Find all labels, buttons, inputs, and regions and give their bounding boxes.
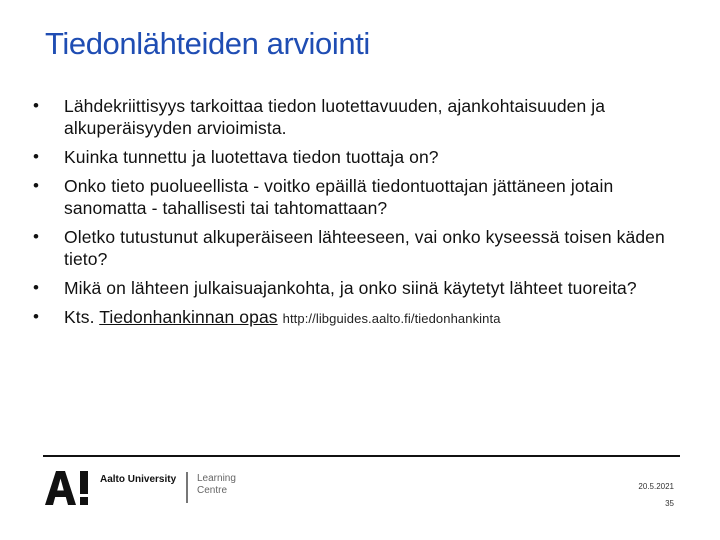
bullet-text: Oletko tutustunut alkuperäiseen lähteeseen, vai onko kyseessä toisen käden tieto? [64,227,665,269]
logo-unit-line: Centre [197,485,228,496]
bullet-item-guide [30,306,700,330]
bullet-item [30,226,700,270]
guide-prefix: Kts. [64,307,100,327]
bullet-text: Mikä on lähteen julkaisuajankohta, ja onko siinä käytetyt lähteet tuoreita? [64,278,637,298]
bullet-text: Onko tieto puolueellista - voitko epäillä tiedontuottajan jättäneen jotain sanomatta - tahallisesti tai tahtomattaan? [64,176,614,218]
bullet-marker: • [32,96,40,115]
bullet-marker: • [32,307,40,326]
logo-unit-line: Learning [197,473,236,484]
bullet-list [30,95,700,337]
footer-date: 20.5.2021 [638,482,674,491]
bullet-marker: • [32,176,40,195]
bullet-item [30,175,700,219]
bullet-text: Lähdekriittisyys tarkoittaa tiedon luotettavuuden, ajankohtaisuuden ja alkuperäisyyden arvioimista. [64,96,606,138]
guide-url[interactable]: http://libguides.aalto.fi/tiedonhankinta [282,311,501,326]
slide-title: Tiedonlähteiden arviointi [45,26,370,61]
bullet-marker: • [32,147,40,166]
bullet-item [30,277,700,299]
bullet-marker: • [32,227,40,246]
logo-divider [186,472,188,503]
guide-reference [64,306,700,330]
bullet-text: Kuinka tunnettu ja luotettava tiedon tuottaja on? [64,147,439,167]
logo-university-name: Aalto University [100,474,177,485]
guide-link[interactable]: Tiedonhankinnan opas [99,307,278,327]
bullet-item [30,95,700,139]
aalto-logo [45,470,305,506]
bullet-marker: • [32,278,40,297]
page-number: 35 [665,499,674,508]
logo-unit-name [197,473,257,497]
footer-divider [43,455,680,457]
aalto-a-exclamation-logo-icon [45,471,91,505]
bullet-item [30,146,700,168]
